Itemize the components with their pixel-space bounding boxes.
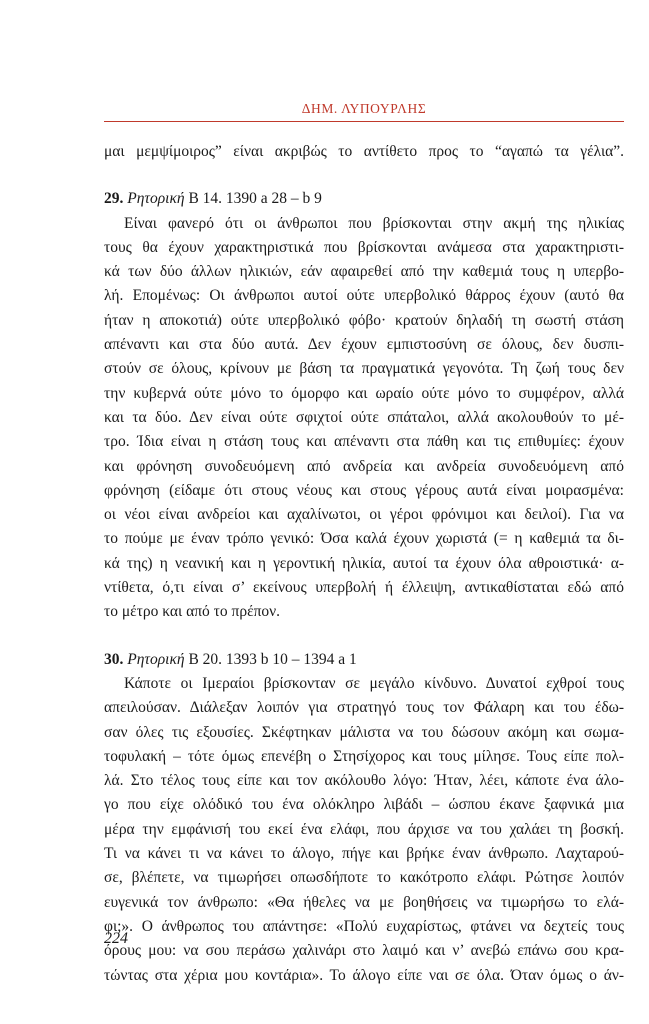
text-line: Τι να κάνει τι να κάνει το άλογο, πήγε και βρήκε έναν άνθρωπο. Λαχταρού- [104,845,624,863]
text-line: κά της) η νεανική και η γεροντική ηλικία, αυτοί τα έχουν όλα αθροιστικά· α- [104,554,624,572]
text-line: μέρα την εμφάνισή του εκεί ένα ελάφι, που άρχισε να του χαλάει τη βοσκή. [104,820,624,838]
text-line: τρο. Ίδια είναι η στάση τους και απέναντι στα πάθη και τις επιθυμίες: έχουν [104,433,624,451]
section-heading [104,187,624,211]
text-line: γο που είχε ολόδικό του ένα ολόκληρο λιβάδι – ώσπου έκανε ξαφνικά μια [104,796,624,814]
text-line: Είναι φανερό ότι οι άνθρωποι που βρίσκονται στην ακμή της ηλικίας [124,214,624,232]
section-gap [104,164,624,187]
text-line: στούν σε όλους, κρίνουν με βάση τα πραγματικά γεγονότα. Τη ζωή τους δεν [104,360,624,378]
text-line: απειλούσαν. Διάλεξαν λοιπόν για στρατηγό τους τον Φάλαρη και του έδω- [104,699,624,717]
text-line: ευγενικά τον άνθρωπο: «Θα ήθελες να με βοηθήσεις να τιμωρήσω το ελά- [104,893,624,911]
page-body [104,140,624,988]
work-title: Ρητορική [127,650,185,668]
text-line: σαν όλες τις εξουσίες. Σκέφτηκαν μάλιστα να του δώσουν ακόμη και σωμα- [104,723,624,741]
section-reference: Β 14. 1390 a 28 – b 9 [188,190,322,208]
text-line: Κάποτε οι Ιμεραίοι βρίσκονταν σε μεγάλο κίνδυνο. Δυνατοί εχθροί τους [124,674,624,692]
text-line: σε, βλέπετε, να τιμωρήσει οπωσδήποτε το κακότροπο ελάφι. Ρώτησε λοιπόν [104,869,624,887]
text-line: και φρόνηση συνοδευόμενη από ανδρεία και ανδρεία συνοδευόμενη από [104,457,624,475]
text-line: λή. Επομένως: Οι άνθρωποι αυτοί ούτε υπερβολικό θάρρος έχουν (αυτό θα [104,287,624,305]
text-line: κά των δύο άλλων ηλικιών, εάν αφαιρεθεί από την καθεμιά τους η υπερβο- [104,263,624,281]
text-line: ήταν η αποκοτιά) ούτε υπερβολικό φόβο· κρατούν δηλαδή τη σωστή στάση [104,311,624,329]
section-number: 29. [104,190,124,208]
text-line: τοφυλακή – τότε όμως επενέβη ο Στησίχορος και τους μίλησε. Τους είπε πολ- [104,747,624,765]
page-number: 224 [104,930,128,947]
text-line: όρους μου: να σου περάσω χαλινάρι στο λαιμό και ν’ ανεβώ επάνω σου κρα- [104,942,624,960]
section-number: 30. [104,650,124,668]
header-rule [104,121,624,122]
text-line: το μέτρο και από το πρέπον. [104,603,281,621]
work-title: Ρητορική [127,190,185,208]
running-head: ΔΗΜ. ΛΥΠΟΥΡΛΗΣ [301,101,427,116]
text-line: το πούμε με έναν τρόπο γενικό: Όσα καλά έχουν χωριστά (= η καθεμιά τα δι- [104,530,624,548]
text-line: απέναντι και στα δύο αυτά. Δεν έχουν εμπιστοσύνη σε όλους, δεν δυσπι- [104,336,624,354]
section-2 [104,648,624,988]
text-line: και τα δύο. Δεν είναι ούτε σφιχτοί ούτε σπάταλοι, αλλά ακολουθούν το μέ- [104,408,624,426]
opening-line: μαι μεμψίμοιρος” είναι ακριβώς το αντίθετο προς το “αγαπώ τα γέλια”. [104,143,624,160]
sections-container [104,187,624,988]
section-heading [104,648,624,672]
section-1 [104,187,624,624]
text-line: τους θα έχουν χαρακτηριστικά που βρίσκονται ανάμεσα στα χαρακτηριστι- [104,238,624,256]
text-line: την κυβερνά ούτε μόνο το όμορφο και ωραίο ούτε μόνο το συμφέρον, αλλά [104,384,624,402]
section-reference: Β 20. 1393 b 10 – 1394 a 1 [188,650,357,668]
text-line: φρόνηση (είδαμε ότι στους νέους και στους γέρους αυτά είναι μοιρασμένα: [104,481,624,499]
text-line: οι νέοι είναι ανδρείοι και αχαλίνωτοι, οι γέροι φρόνιμοι και δειλοί). Για να [104,506,624,524]
text-line: φι;». Ο άνθρωπος του απάντησε: «Πολύ ευχαρίστως, φτάνει να δεχτείς τους [104,917,624,935]
section-gap [104,625,624,648]
text-line: ντίθετα, ό,τι είναι σ’ εκείνους υπερβολή ή έλλειψη, αντικαθίσταται εδώ από [104,579,624,597]
text-line: λά. Στο τέλος τους είπε και τον ακόλουθο λόγο: Ήταν, λέει, κάποτε ένα άλο- [104,772,624,790]
text-line: τώντας στα χέρια μου κοντάρια». Το άλογο είπε ναι σε όλα. Όταν όμως ο άν- [104,966,624,984]
